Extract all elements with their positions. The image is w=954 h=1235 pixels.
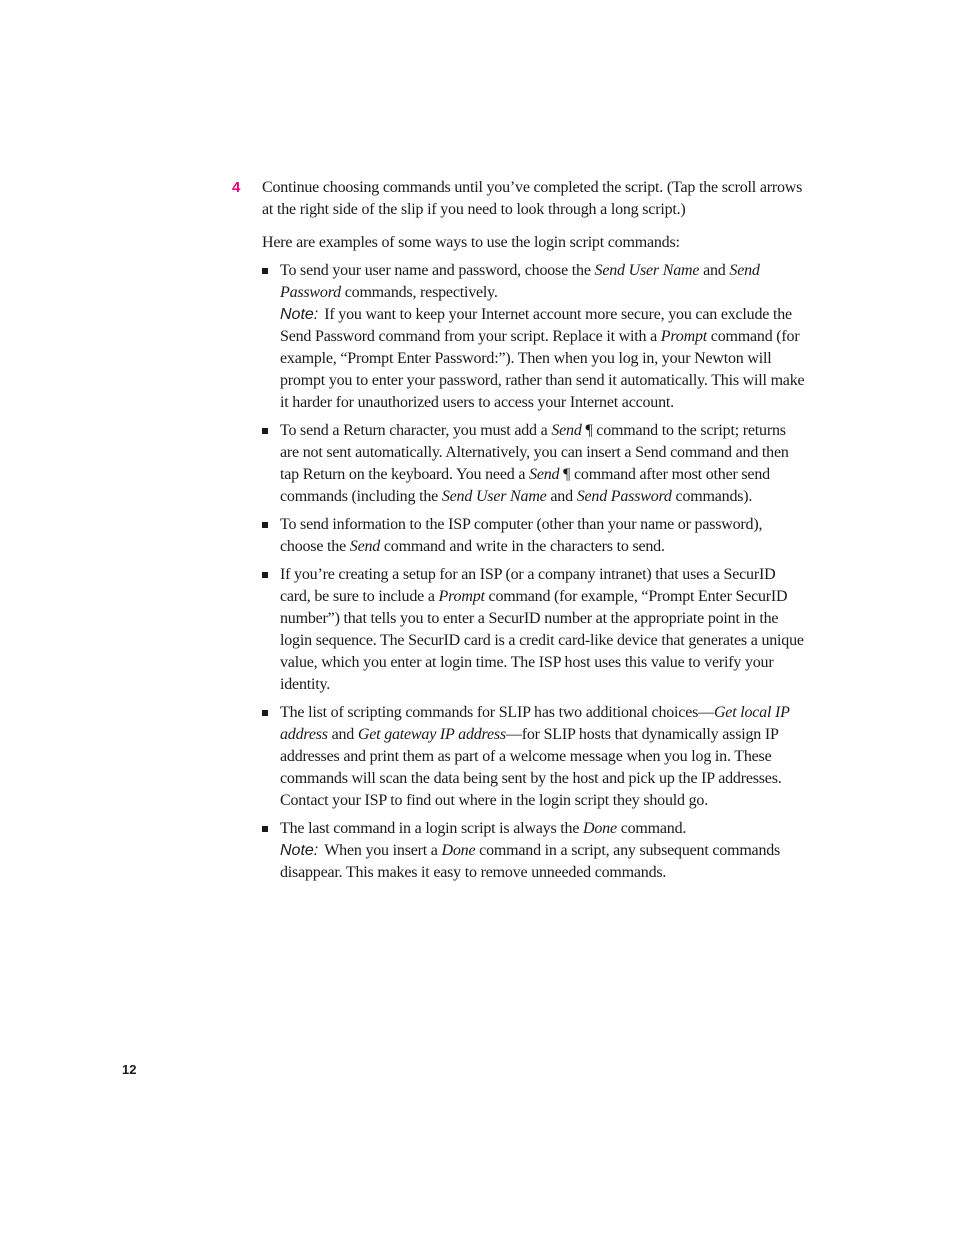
text-run: —for SLIP hosts that dynamically assign IP addresses and print them as part of a welcome message when you log in. These commands will scan the data being sent by the host and pick up the IP addresses. Contact your ISP to find out where in the login script they should go. bbox=[280, 726, 782, 809]
bullet-send-credentials bbox=[262, 260, 807, 414]
text-run: commands). bbox=[671, 488, 753, 505]
text-run: To send a Return character, you must add a bbox=[280, 422, 552, 439]
command-name: Done bbox=[583, 820, 617, 837]
command-name: Send bbox=[551, 422, 582, 439]
command-name: Get local IP address bbox=[280, 704, 790, 743]
square-bullet-icon bbox=[262, 428, 268, 434]
bullet-text bbox=[280, 514, 807, 558]
bullet-text bbox=[280, 702, 807, 812]
square-bullet-icon bbox=[262, 268, 268, 274]
bullet-text bbox=[280, 420, 807, 508]
command-name: Send User Name bbox=[594, 262, 700, 279]
text-run: The last command in a login script is always the bbox=[280, 820, 584, 837]
text-run: command in a script, any subsequent commands disappear. This makes it easy to remove unneeded commands. bbox=[280, 842, 781, 881]
command-name: Send bbox=[529, 466, 560, 483]
text-run: and bbox=[699, 262, 730, 279]
command-name: Prompt bbox=[660, 328, 707, 345]
text-run: commands, respectively. bbox=[340, 284, 498, 301]
page-number: 12 bbox=[122, 1062, 137, 1077]
command-name: Send Password bbox=[280, 262, 760, 301]
note-paragraph bbox=[280, 304, 807, 414]
command-name: Prompt bbox=[438, 588, 485, 605]
text-run: When you insert a bbox=[324, 842, 442, 859]
bullet-text bbox=[280, 564, 807, 696]
command-name: Done bbox=[441, 842, 476, 859]
text-run: command. bbox=[616, 820, 687, 837]
text-run: and bbox=[327, 726, 358, 743]
command-name: Send bbox=[349, 538, 381, 555]
square-bullet-icon bbox=[262, 710, 268, 716]
text-run: To send information to the ISP computer (other than your name or password), choose the bbox=[280, 516, 763, 555]
bullet-send-information bbox=[262, 514, 807, 558]
step-number: 4 bbox=[232, 179, 241, 196]
intro-paragraph: Here are examples of some ways to use the login script commands: bbox=[262, 234, 680, 251]
note-paragraph bbox=[280, 840, 807, 884]
square-bullet-icon bbox=[262, 522, 268, 528]
square-bullet-icon bbox=[262, 572, 268, 578]
text-run: command (for example, “Prompt Enter Password:”). Then when you log in, your Newton will prompt you to enter your password, rather than send it automatically. This will make it harder for unauthorized users to access your Internet account. bbox=[280, 328, 805, 411]
command-name: Send Password bbox=[576, 488, 672, 505]
bullet-slip-commands bbox=[262, 702, 807, 812]
step-4 bbox=[232, 177, 812, 221]
square-bullet-icon bbox=[262, 826, 268, 832]
text-run: command and write in the characters to send. bbox=[380, 538, 665, 555]
text-run: command (for example, “Prompt Enter SecurID number”) that tells you to enter a SecurID number at the appropriate point in the login sequence. The SecurID card is a credit card-like device that generates a unique value, which you enter at login time. The ISP host uses this value to verify your identity. bbox=[280, 588, 804, 693]
note-label: Note: bbox=[280, 306, 319, 323]
bullet-list bbox=[262, 260, 807, 890]
text-run: ¶ command after most other send commands (including the bbox=[280, 466, 770, 505]
text-run: and bbox=[546, 488, 577, 505]
bullet-text bbox=[280, 818, 807, 840]
bullet-securid bbox=[262, 564, 807, 696]
bullet-text bbox=[280, 260, 807, 304]
text-run: If you’re creating a setup for an ISP (or a company intranet) that uses a SecurID card, be sure to include a bbox=[280, 566, 776, 605]
text-run: ¶ command to the script; returns are not sent automatically. Alternatively, you can insert a Send command and then tap Return on the keyboard. You need a bbox=[280, 422, 789, 483]
text-run: If you want to keep your Internet account more secure, you can exclude the Send Password command from your script. Replace it with a bbox=[280, 306, 792, 345]
bullet-send-return bbox=[262, 420, 807, 508]
command-name: Get gateway IP address bbox=[357, 726, 506, 743]
text-run: The list of scripting commands for SLIP has two additional choices— bbox=[280, 704, 714, 721]
step-text: Continue choosing commands until you’ve completed the script. (Tap the scroll arrows at the right side of the slip if you need to look through a long script.) bbox=[262, 179, 803, 218]
text-run: To send your user name and password, choose the bbox=[280, 262, 595, 279]
bullet-done-command bbox=[262, 818, 807, 884]
command-name: Send User Name bbox=[441, 488, 547, 505]
note-label: Note: bbox=[280, 842, 319, 859]
